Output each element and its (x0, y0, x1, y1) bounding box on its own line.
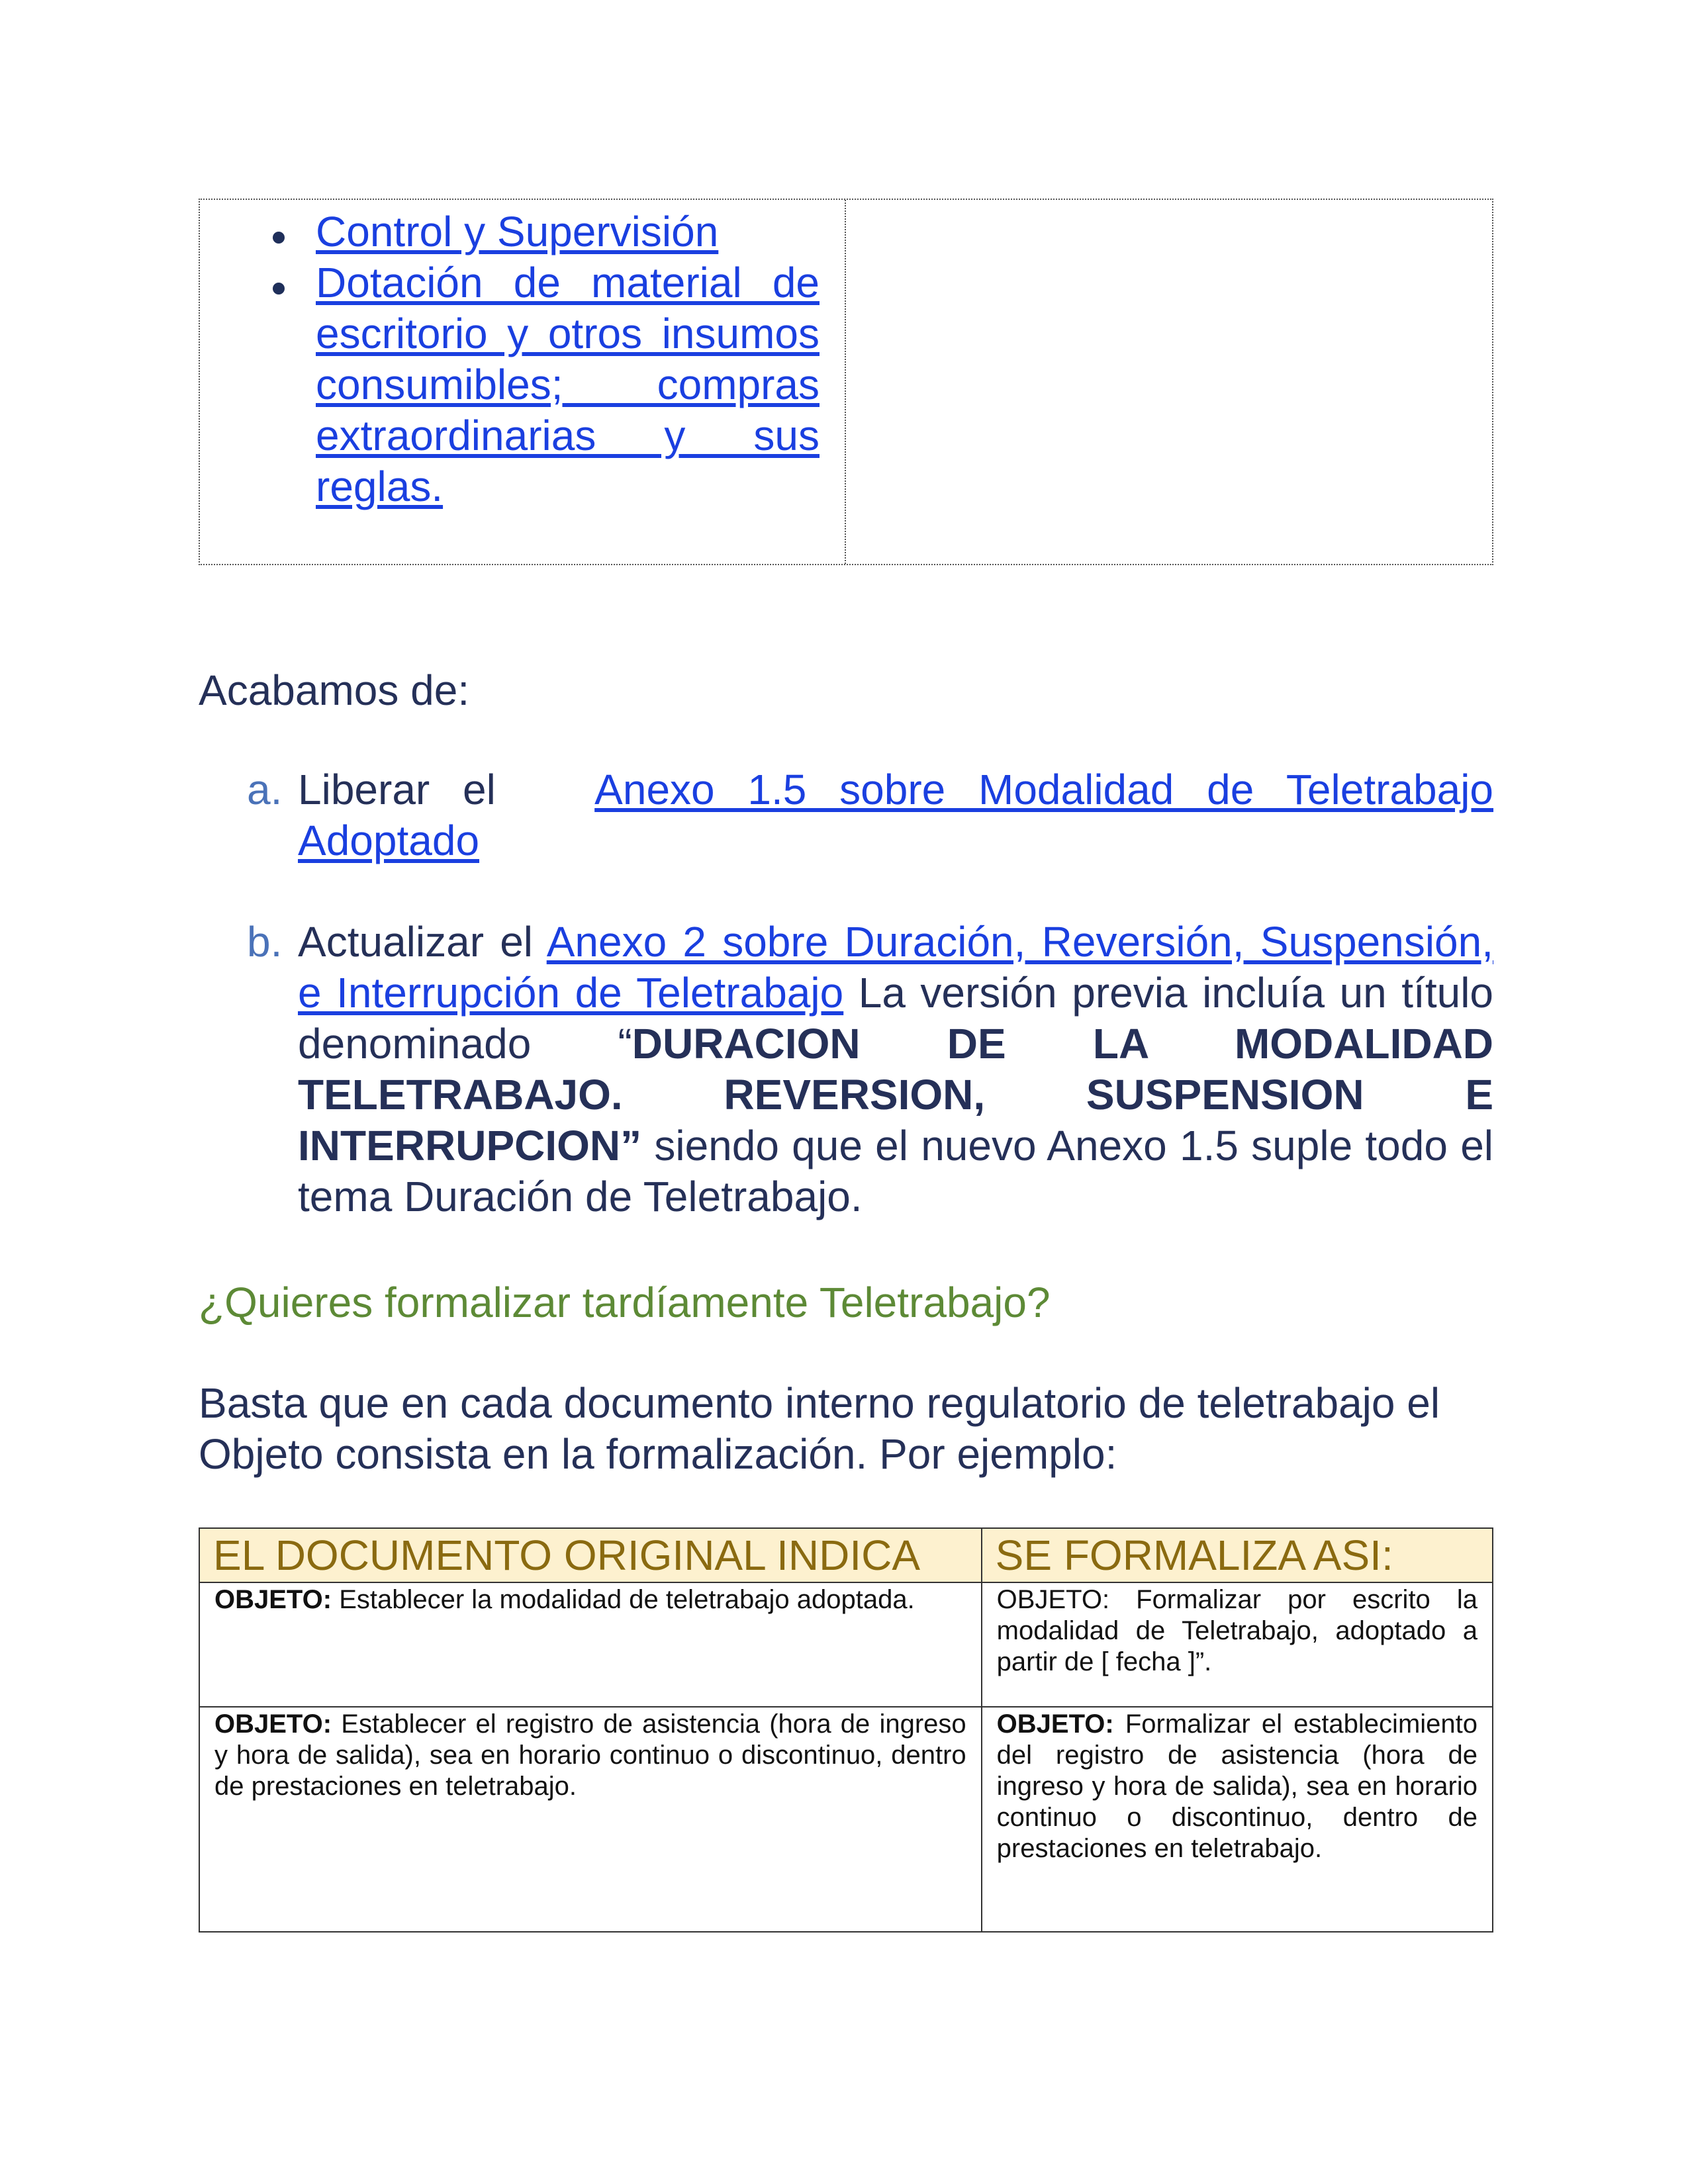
link-anexo-1-5[interactable]: Anexo 1.5 sobre Modalidad de Teletrabajo Adoptado (298, 766, 1494, 864)
list-b-lead: Actualizar el (298, 918, 534, 966)
table-row (199, 1582, 1493, 1707)
header-formaliza: SE FORMALIZA ASI: (982, 1528, 1493, 1582)
top-table-left-cell (200, 200, 846, 564)
list-item-a-content (298, 764, 1493, 866)
acabamos-heading: Acabamos de: (199, 666, 470, 714)
link-control-supervision[interactable]: Control y Supervisión (316, 208, 719, 255)
cell-text: OBJETO: Formalizar por escrito la modalidad de Teletrabajo, adoptado a partir de [ fecha ]”. (996, 1585, 1477, 1676)
top-table (199, 199, 1493, 565)
cell-formaliza-2 (982, 1707, 1493, 1932)
cell-text: Establecer el registro de asistencia (hora de ingreso y hora de salida), sea en horario continuo o discontinuo, dentro de prestaciones en teletrabajo. (214, 1709, 966, 1801)
cell-original-1 (199, 1582, 982, 1707)
list-marker-b: b. (247, 918, 283, 966)
bullet-icon (273, 283, 285, 295)
bullet-icon (273, 232, 285, 244)
table-header-row (199, 1528, 1493, 1582)
link-dotacion-material[interactable]: Dotación de material de escritorio y otros insumos consumibles; compras extraordinarias y sus reglas. (316, 259, 820, 510)
list-b-text2: siendo que el nuevo Anexo 1.5 suple todo el tema Duración de Teletrabajo. (298, 1122, 1493, 1220)
cell-label: OBJETO: (996, 1709, 1114, 1739)
list-b-bold-title: DURACION DE LA MODALIDAD TELETRABAJO. REVERSION, SUSPENSION E INTERRUPCION” (298, 1020, 1493, 1169)
question-heading: ¿Quieres formalizar tardíamente Teletrabajo? (199, 1279, 1051, 1326)
table-row (199, 1707, 1493, 1932)
link-anexo-2[interactable]: Anexo 2 sobre Duración, Reversión, Suspensión, e Interrupción de Teletrabajo (298, 918, 1494, 1017)
cell-label: OBJETO: (214, 1709, 332, 1739)
bullet-list (200, 206, 846, 512)
cell-formaliza-1 (982, 1582, 1493, 1707)
top-table-right-cell (846, 200, 1492, 564)
list-marker-a: a. (247, 766, 283, 813)
list-item (200, 206, 846, 257)
list-item-b-content (298, 917, 1493, 1222)
comparison-table (199, 1527, 1493, 1933)
cell-label: OBJETO: (214, 1585, 332, 1614)
list-a-lead: Liberar el (298, 766, 496, 813)
cell-text: Establecer la modalidad de teletrabajo adoptada. (332, 1585, 915, 1614)
cell-original-2 (199, 1707, 982, 1932)
basta-paragraph: Basta que en cada documento interno regulatorio de teletrabajo el Objeto consista en la formalización. Por ejemplo: (199, 1379, 1440, 1478)
cell-text: Formalizar el establecimiento del registro de asistencia (hora de ingreso y hora de salida), sea en horario continuo o discontinuo, dentro de prestaciones en teletrabajo. (996, 1709, 1477, 1863)
list-item (200, 257, 846, 512)
list-b-text1: La versión previa incluía un título denominado “ (298, 969, 1494, 1068)
header-original: EL DOCUMENTO ORIGINAL INDICA (199, 1528, 982, 1582)
